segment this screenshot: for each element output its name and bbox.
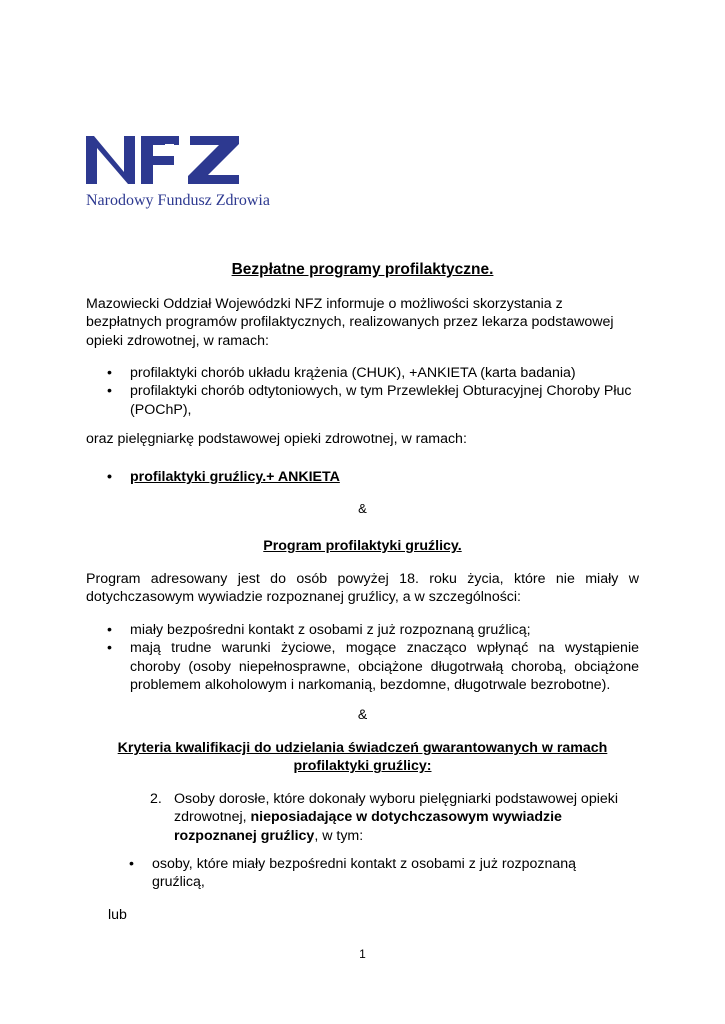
lub-text: lub <box>108 907 127 923</box>
page-number: 1 <box>359 947 366 961</box>
ampersand-separator: & <box>358 501 367 516</box>
nfz-logo-mark <box>84 132 244 190</box>
bullet-icon: • <box>107 640 112 657</box>
nurse-paragraph: oraz pielęgniarkę podstawowej opieki zdrowotnej, w ramach: <box>86 431 467 447</box>
bullet-icon: • <box>107 365 112 381</box>
intro-paragraph: Mazowiecki Oddział Wojewódzki NFZ informuje o możliwości skorzystania z bezpłatnych programów profilaktycznych, realizowanych przez lekarza podstawowej opieki zdrowotnej, w ramach: <box>86 296 614 349</box>
numbered-item-text: Osoby dorosłe, które dokonały wyboru pielęgniarki podstawowej opieki zdrowotnej, nieposiadające w dotychczasowym wywiadzie rozpoznanej gruźlicy, w tym: <box>174 791 618 844</box>
bullet-icon: • <box>129 856 134 872</box>
program-heading: Program profilaktyki gruźlicy. <box>263 538 462 554</box>
criteria-heading: Kryteria kwalifikacji do udzielania świadczeń gwarantowanych w ramach profilaktyki gruźlicy: <box>117 740 608 775</box>
list-item: • profilaktyki gruźlicy.+ ANKIETA <box>107 469 340 485</box>
program-paragraph: Program adresowany jest do osób powyżej 18. roku życia, które nie miały w dotychczasowym wywiadzie rozpoznanej gruźlicy, a w szczególności: <box>86 571 639 606</box>
list-item: • mają trudne warunki życiowe, mogące znacząco wpłynąć na wystąpienie choroby (osoby niepełnosprawne, obciążone długotrwałą chorobą, obciążone problemem alkoholowym i narkomanią, bezdomne, długotrwale bezrobotne). <box>107 640 639 694</box>
contact-list <box>108 855 598 892</box>
list-item: • profilaktyki chorób odtytoniowych, w tym Przewlekłej Obturacyjnej Choroby Płuc (POChP), <box>107 383 632 418</box>
doctor-program-list <box>86 364 646 419</box>
list-item: • profilaktyki chorób układu krążenia (CHUK), +ANKIETA (karta badania) <box>107 365 576 381</box>
page-title: Bezpłatne programy profilaktyczne. <box>231 261 494 278</box>
bullet-icon: • <box>107 622 112 638</box>
numbered-item-number: 2. <box>150 791 162 807</box>
logo-text: Narodowy Fundusz Zdrowia <box>86 192 270 209</box>
list-item: • miały bezpośredni kontakt z osobami z już rozpoznaną gruźlicą; <box>107 622 531 638</box>
bullet-icon: • <box>107 469 112 485</box>
ampersand-separator: & <box>357 706 368 722</box>
target-group-list <box>86 621 639 695</box>
nfz-logo <box>84 132 284 214</box>
list-item: • osoby, które miały bezpośredni kontakt z osobami z już rozpoznaną gruźlicą, <box>129 856 577 891</box>
nurse-program-list <box>86 468 646 486</box>
bullet-icon: • <box>107 383 112 400</box>
